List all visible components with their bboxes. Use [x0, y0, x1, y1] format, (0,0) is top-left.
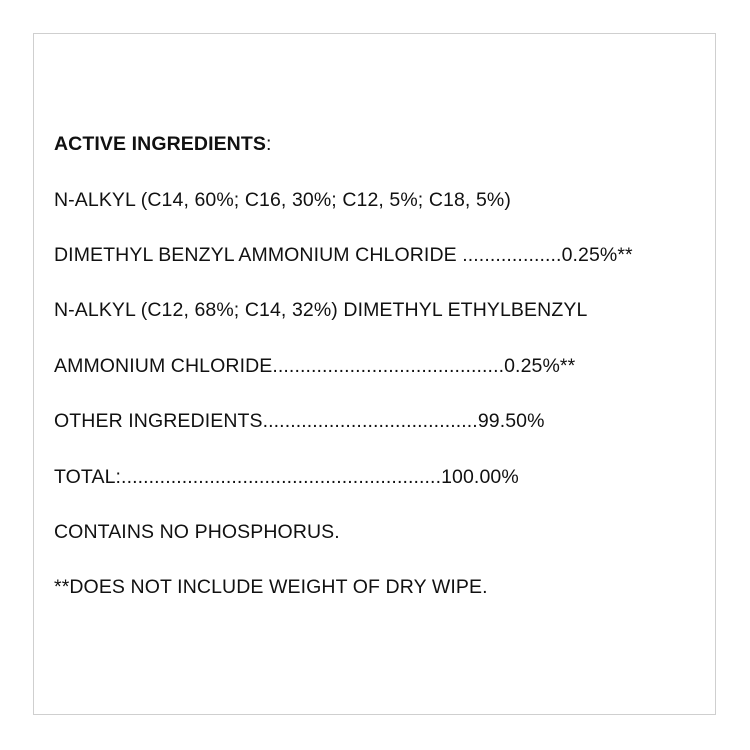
total-line: TOTAL:..........................................................100.00% [54, 466, 519, 488]
ingredient-line-1: N-ALKYL (C14, 60%; C16, 30%; C12, 5%; C18, 5%) [54, 189, 511, 211]
other-ingredients-line: OTHER INGREDIENTS.......................................99.50% [54, 410, 545, 432]
dry-wipe-note: **DOES NOT INCLUDE WEIGHT OF DRY WIPE. [54, 576, 488, 598]
active-ingredients-heading [54, 135, 272, 155]
ingredient-line-3: N-ALKYL (C12, 68%; C14, 32%) DIMETHYL ETHYLBENZYL [54, 299, 588, 321]
phosphorus-note: CONTAINS NO PHOSPHORUS. [54, 521, 340, 543]
heading-colon: : [266, 133, 272, 155]
heading-text: ACTIVE INGREDIENTS [54, 133, 266, 155]
ingredient-line-2: DIMETHYL BENZYL AMMONIUM CHLORIDE ..................0.25%** [54, 244, 633, 266]
ingredient-line-4: AMMONIUM CHLORIDE..........................................0.25%** [54, 355, 576, 377]
